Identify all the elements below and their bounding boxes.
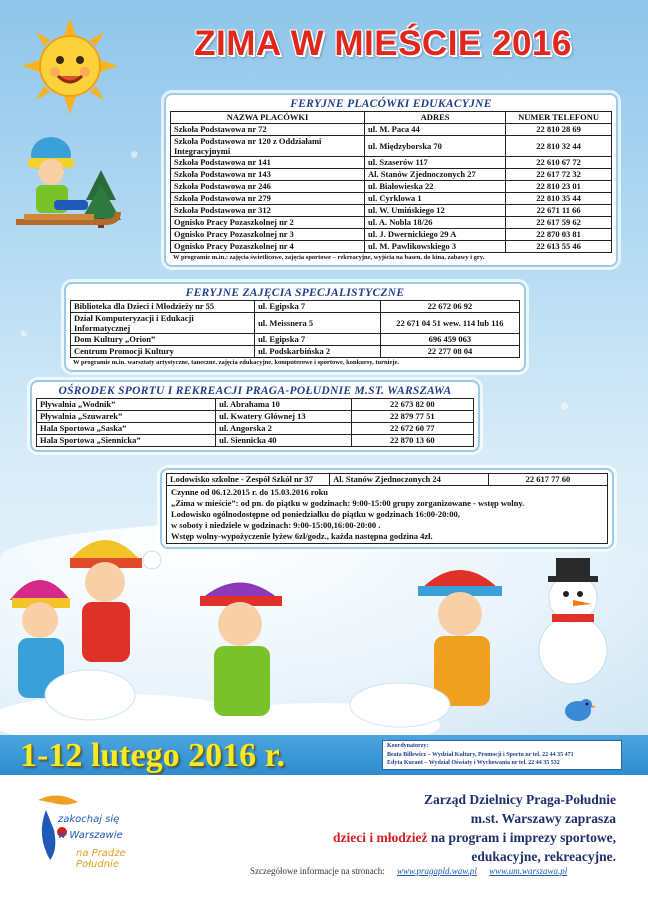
cell: 22 810 23 01 xyxy=(506,181,612,193)
table-row xyxy=(171,157,612,169)
cell: Centrum Promocji Kultury xyxy=(71,346,255,358)
footer-line: m.st. Warszawy zaprasza xyxy=(470,811,616,826)
spec-panel-title: FERYJNE ZAJĘCIA SPECJALISTYCZNE xyxy=(185,287,405,299)
cell: ul. A. Nobla 18/26 xyxy=(365,217,506,229)
sport-panel-title: OŚRODEK SPORTU I REKREACJI PRAGA-POŁUDNIE M.ST. WARSZAWA xyxy=(58,385,452,397)
table-row xyxy=(71,313,520,334)
table-row xyxy=(71,346,520,358)
ice-line: „Zima w mieście”: od pn. do piątku w godzinach: 9:00-15:00 grupy zorganizowane - wstęp wolny. xyxy=(171,498,525,508)
cell: 696 459 063 xyxy=(380,334,519,346)
cell: 22 617 59 62 xyxy=(506,217,612,229)
coordinator-line: Beata Billewicz – Wydział Kultury, Promocji i Sportu nr tel. 22 44 35 471 xyxy=(387,751,574,758)
cell: 22 810 35 44 xyxy=(506,193,612,205)
ice-line: w soboty i niedziele w godzinach: 9:00-15:00,16:00-20:00 . xyxy=(171,520,381,530)
event-date: 1-12 lutego 2016 r. xyxy=(20,737,286,774)
coordinators-box xyxy=(382,740,622,770)
cell: 22 673 82 00 xyxy=(351,399,473,411)
cell: Dział Komputeryzacji i Edukacji Informatycznej xyxy=(71,313,255,334)
cell: Al. Stanów Zjednoczonych 27 xyxy=(365,169,506,181)
cell: Szkoła Podstawowa nr 246 xyxy=(171,181,365,193)
cell: Szkoła Podstawowa nr 72 xyxy=(171,124,365,136)
snowman-icon xyxy=(528,540,618,690)
cell: ul. Szaserów 117 xyxy=(365,157,506,169)
edu-panel-title: FERYJNE PLACÓWKI EDUKACYJNE xyxy=(290,98,492,110)
table-row xyxy=(71,301,520,313)
cell: ul. Podskarbińska 2 xyxy=(255,346,381,358)
cell: Szkoła Podstawowa nr 141 xyxy=(171,157,365,169)
table-row xyxy=(171,193,612,205)
table-row xyxy=(171,124,612,136)
coordinators-label: Koordynatorzy: xyxy=(387,743,429,749)
ice-rink-panel xyxy=(160,468,614,549)
table-row xyxy=(37,411,474,423)
cell: 22 672 60 77 xyxy=(351,423,473,435)
table-row xyxy=(171,136,612,157)
bird-icon xyxy=(562,695,596,723)
coordinator-line: Edyta Kurant – Wydział Oświaty i Wychowania nr tel. 22 44 35 532 xyxy=(387,760,560,766)
table-row xyxy=(171,181,612,193)
cell: ul. Abrahama 10 xyxy=(216,399,351,411)
ice-info xyxy=(166,486,608,544)
cell: Hala Sportowa „Siennicka” xyxy=(37,435,216,447)
cell: Hala Sportowa „Saska” xyxy=(37,423,216,435)
spec-panel xyxy=(64,282,526,372)
cell: Dom Kultury „Orion” xyxy=(71,334,255,346)
ice-address: Al. Stanów Zjednoczonych 24 xyxy=(330,474,489,486)
edu-header-name: NAZWA PLACÓWKI xyxy=(171,112,365,124)
cell: ul. Angorska 2 xyxy=(216,423,351,435)
logo-line: na Pradze Południe xyxy=(76,848,126,870)
table-row xyxy=(171,169,612,181)
cell: Ognisko Pracy Pozaszkolnej nr 3 xyxy=(171,229,365,241)
cell: 22 617 72 32 xyxy=(506,169,612,181)
cell: 22 671 11 66 xyxy=(506,205,612,217)
ice-line: Czynne od 06.12.2015 r. do 15.03.2016 roku xyxy=(171,487,329,497)
cell: ul. Siennicka 40 xyxy=(216,435,351,447)
cell: Szkoła Podstawowa nr 120 z Oddziałami Integracyjnymi xyxy=(171,136,365,157)
ice-phone: 22 617 77 60 xyxy=(488,474,607,486)
cell: ul. Meissnera 5 xyxy=(255,313,381,334)
website-link-1[interactable]: www.pragapld.waw.pl xyxy=(396,866,477,876)
cell: Szkoła Podstawowa nr 143 xyxy=(171,169,365,181)
sled-kid-icon xyxy=(6,130,139,245)
cell: 22 672 06 92 xyxy=(380,301,519,313)
footer-line: Zarząd Dzielnicy Praga-Południe xyxy=(424,792,616,807)
ice-line: Lodowisko ogólnodostępne od poniedziałku do piątku w godzinach 16:00-20:00, xyxy=(171,509,460,519)
website-link-2[interactable]: www.um.warszawa.pl xyxy=(489,866,568,876)
footer-line xyxy=(216,828,616,847)
sport-panel xyxy=(30,380,480,452)
ice-line: Wstęp wolny-wypożyczenie łyżew 6zł/godz., każda następna godzina 4zł. xyxy=(171,531,433,541)
cell: 22 810 28 69 xyxy=(506,124,612,136)
district-logo xyxy=(28,790,158,880)
table-row xyxy=(171,229,612,241)
footer-line: edukacyjne, rekreacyjne. xyxy=(471,849,616,864)
cell: ul. Międzyborska 70 xyxy=(365,136,506,157)
cell: ul. Egipska 7 xyxy=(255,334,381,346)
edu-table xyxy=(170,111,612,253)
ice-name: Lodowisko szkolne - Zespół Szkół nr 37 xyxy=(167,474,330,486)
kids-playing-icon xyxy=(0,520,540,735)
cell: Biblioteka dla Dzieci i Młodzieży nr 55 xyxy=(71,301,255,313)
edu-header-address: ADRES xyxy=(365,112,506,124)
table-row xyxy=(37,399,474,411)
page-title: ZIMA W MIEŚCIE 2016 xyxy=(194,24,572,63)
cell: ul. Cyrklowa 1 xyxy=(365,193,506,205)
cell: 22 870 13 60 xyxy=(351,435,473,447)
footer-highlight: dzieci i młodzież xyxy=(333,830,428,845)
sun-icon xyxy=(22,18,118,114)
cell: ul. Egipska 7 xyxy=(255,301,381,313)
spec-table xyxy=(70,300,520,358)
table-row xyxy=(71,334,520,346)
snowflake-icon: ❄ xyxy=(130,150,139,161)
table-row xyxy=(37,435,474,447)
table-row xyxy=(171,205,612,217)
table-row xyxy=(171,217,612,229)
cell: Ognisko Pracy Pozaszkolnej nr 2 xyxy=(171,217,365,229)
footer-details xyxy=(250,866,620,876)
cell: 22 671 04 51 wew. 114 lub 116 xyxy=(380,313,519,334)
logo-line: zakochaj się xyxy=(58,814,120,825)
cell: 22 610 67 72 xyxy=(506,157,612,169)
cell: 22 810 32 44 xyxy=(506,136,612,157)
snowflake-icon: ❄ xyxy=(20,330,28,340)
footer-text xyxy=(216,790,616,866)
edu-panel xyxy=(164,93,618,267)
ice-table xyxy=(166,473,608,486)
cell: 22 879 77 51 xyxy=(351,411,473,423)
details-label: Szczegółowe informacje na stronach: xyxy=(250,866,385,876)
cell: 22 277 08 04 xyxy=(380,346,519,358)
logo-line: w Warszawie xyxy=(58,830,123,841)
table-row xyxy=(167,474,608,486)
cell: Pływalnia „Wodnik” xyxy=(37,399,216,411)
cell: ul. Kwatery Głównej 13 xyxy=(216,411,351,423)
cell: Szkoła Podstawowa nr 279 xyxy=(171,193,365,205)
spec-note: W programie m.in. warsztaty artystyczne, taneczne, zajęcia edukacyjne, komputerowe i sportowe, konkursy, turnieje. xyxy=(73,359,400,366)
cell: 22 870 03 81 xyxy=(506,229,612,241)
cell: ul. J. Dwernickiego 29 A xyxy=(365,229,506,241)
cell: Ognisko Pracy Pozaszkolnej nr 4 xyxy=(171,241,365,253)
cell: ul. Białowieska 22 xyxy=(365,181,506,193)
cell: Pływalnia „Szuwarek” xyxy=(37,411,216,423)
cell: 22 613 55 46 xyxy=(506,241,612,253)
cell: ul. M. Paca 44 xyxy=(365,124,506,136)
table-row xyxy=(37,423,474,435)
table-row xyxy=(171,241,612,253)
cell: Szkoła Podstawowa nr 312 xyxy=(171,205,365,217)
edu-note: W programie m.in.: zajęcia świetlicowe, zajęcia sportowe – rekreacyjne, wyjścia na basen, do kina, zabawy i gry. xyxy=(173,254,485,261)
footer-line-rest: na program i imprezy sportowe, xyxy=(427,830,616,845)
snowflake-icon: ❄ xyxy=(560,400,570,413)
cell: ul. W. Umińskiego 12 xyxy=(365,205,506,217)
edu-header-phone: NUMER TELEFONU xyxy=(506,112,612,124)
cell: ul. M. Pawlikowskiego 3 xyxy=(365,241,506,253)
sport-table xyxy=(36,398,474,447)
